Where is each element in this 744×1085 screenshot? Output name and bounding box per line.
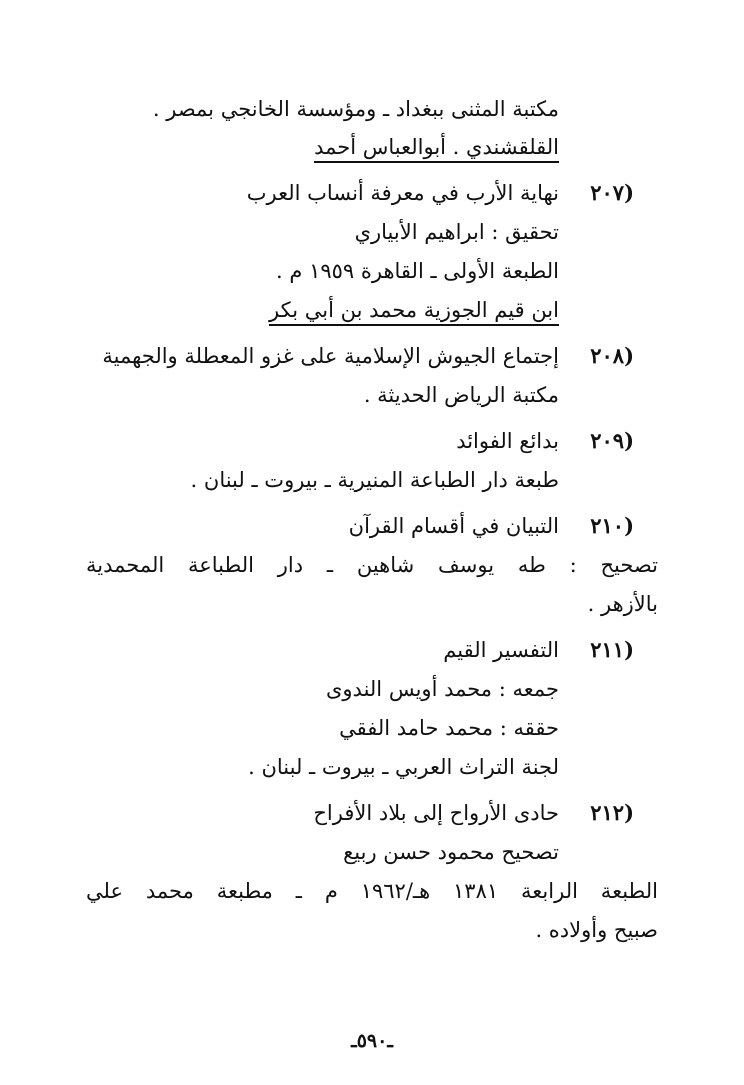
- entry-210-corrector: تصحيح : طه يوسف شاهين ـ دار الطباعة المحمدية: [86, 553, 658, 577]
- entry-number-207: (٢٠٧: [590, 180, 634, 205]
- entry-207-title: نهاية الأرب في معرفة أنساب العرب: [246, 181, 559, 205]
- entry-number-209: (٢٠٩: [590, 428, 634, 453]
- entry-211-compiler: جمعه : محمد أويس الندوى: [325, 677, 559, 701]
- entry-209-publisher: طبعة دار الطباعة المنيرية ـ بيروت ـ لبنان .: [190, 468, 559, 492]
- header-line-author: [314, 131, 559, 163]
- author-heading: القلقشندي . أبوالعباس أحمد: [314, 135, 559, 163]
- entry-212-corrector: تصحيح محمود حسن ربيع: [343, 840, 559, 864]
- entry-number-210: (٢١٠: [590, 513, 634, 538]
- entry-207-editor: تحقيق : ابراهيم الأبياري: [354, 220, 559, 244]
- entry-209-title: بدائع الفوائد: [456, 429, 559, 453]
- entry-212-edition: الطبعة الرابعة ١٣٨١ هـ/١٩٦٢ م ـ مطبعة محمد علي: [86, 879, 658, 903]
- entry-212-title: حادى الأرواح إلى بلاد الأفراح: [313, 801, 559, 825]
- page-number: ـ٥٩٠ـ: [351, 1030, 393, 1052]
- entry-207-author-line: [269, 294, 559, 326]
- entry-number-208: (٢٠٨: [590, 343, 634, 368]
- entry-208-publisher: مكتبة الرياض الحديثة .: [363, 383, 559, 407]
- entry-212-publisher: صبيح وأولاده .: [535, 918, 658, 942]
- entry-207-edition: الطبعة الأولى ـ القاهرة ١٩٥٩ م .: [276, 259, 559, 283]
- entry-number-212: (٢١٢: [590, 800, 634, 825]
- header-line-publisher: مكتبة المثنى ببغداد ـ ومؤسسة الخانجي بمصر .: [152, 97, 559, 121]
- entry-210-title: التبيان في أقسام القرآن: [348, 514, 559, 538]
- entry-210-location: بالأزهر .: [587, 592, 658, 616]
- entry-208-title: إجتماع الجيوش الإسلامية على غزو المعطلة والجهمية: [102, 344, 559, 368]
- entry-211-publisher: لجنة التراث العربي ـ بيروت ـ لبنان .: [248, 755, 559, 779]
- author-heading: ابن قيم الجوزية محمد بن أبي بكر: [269, 298, 559, 326]
- entry-211-editor: حققه : محمد حامد الفقي: [339, 716, 559, 740]
- entry-number-211: (٢١١: [590, 637, 634, 662]
- entry-211-title: التفسير القيم: [443, 638, 559, 662]
